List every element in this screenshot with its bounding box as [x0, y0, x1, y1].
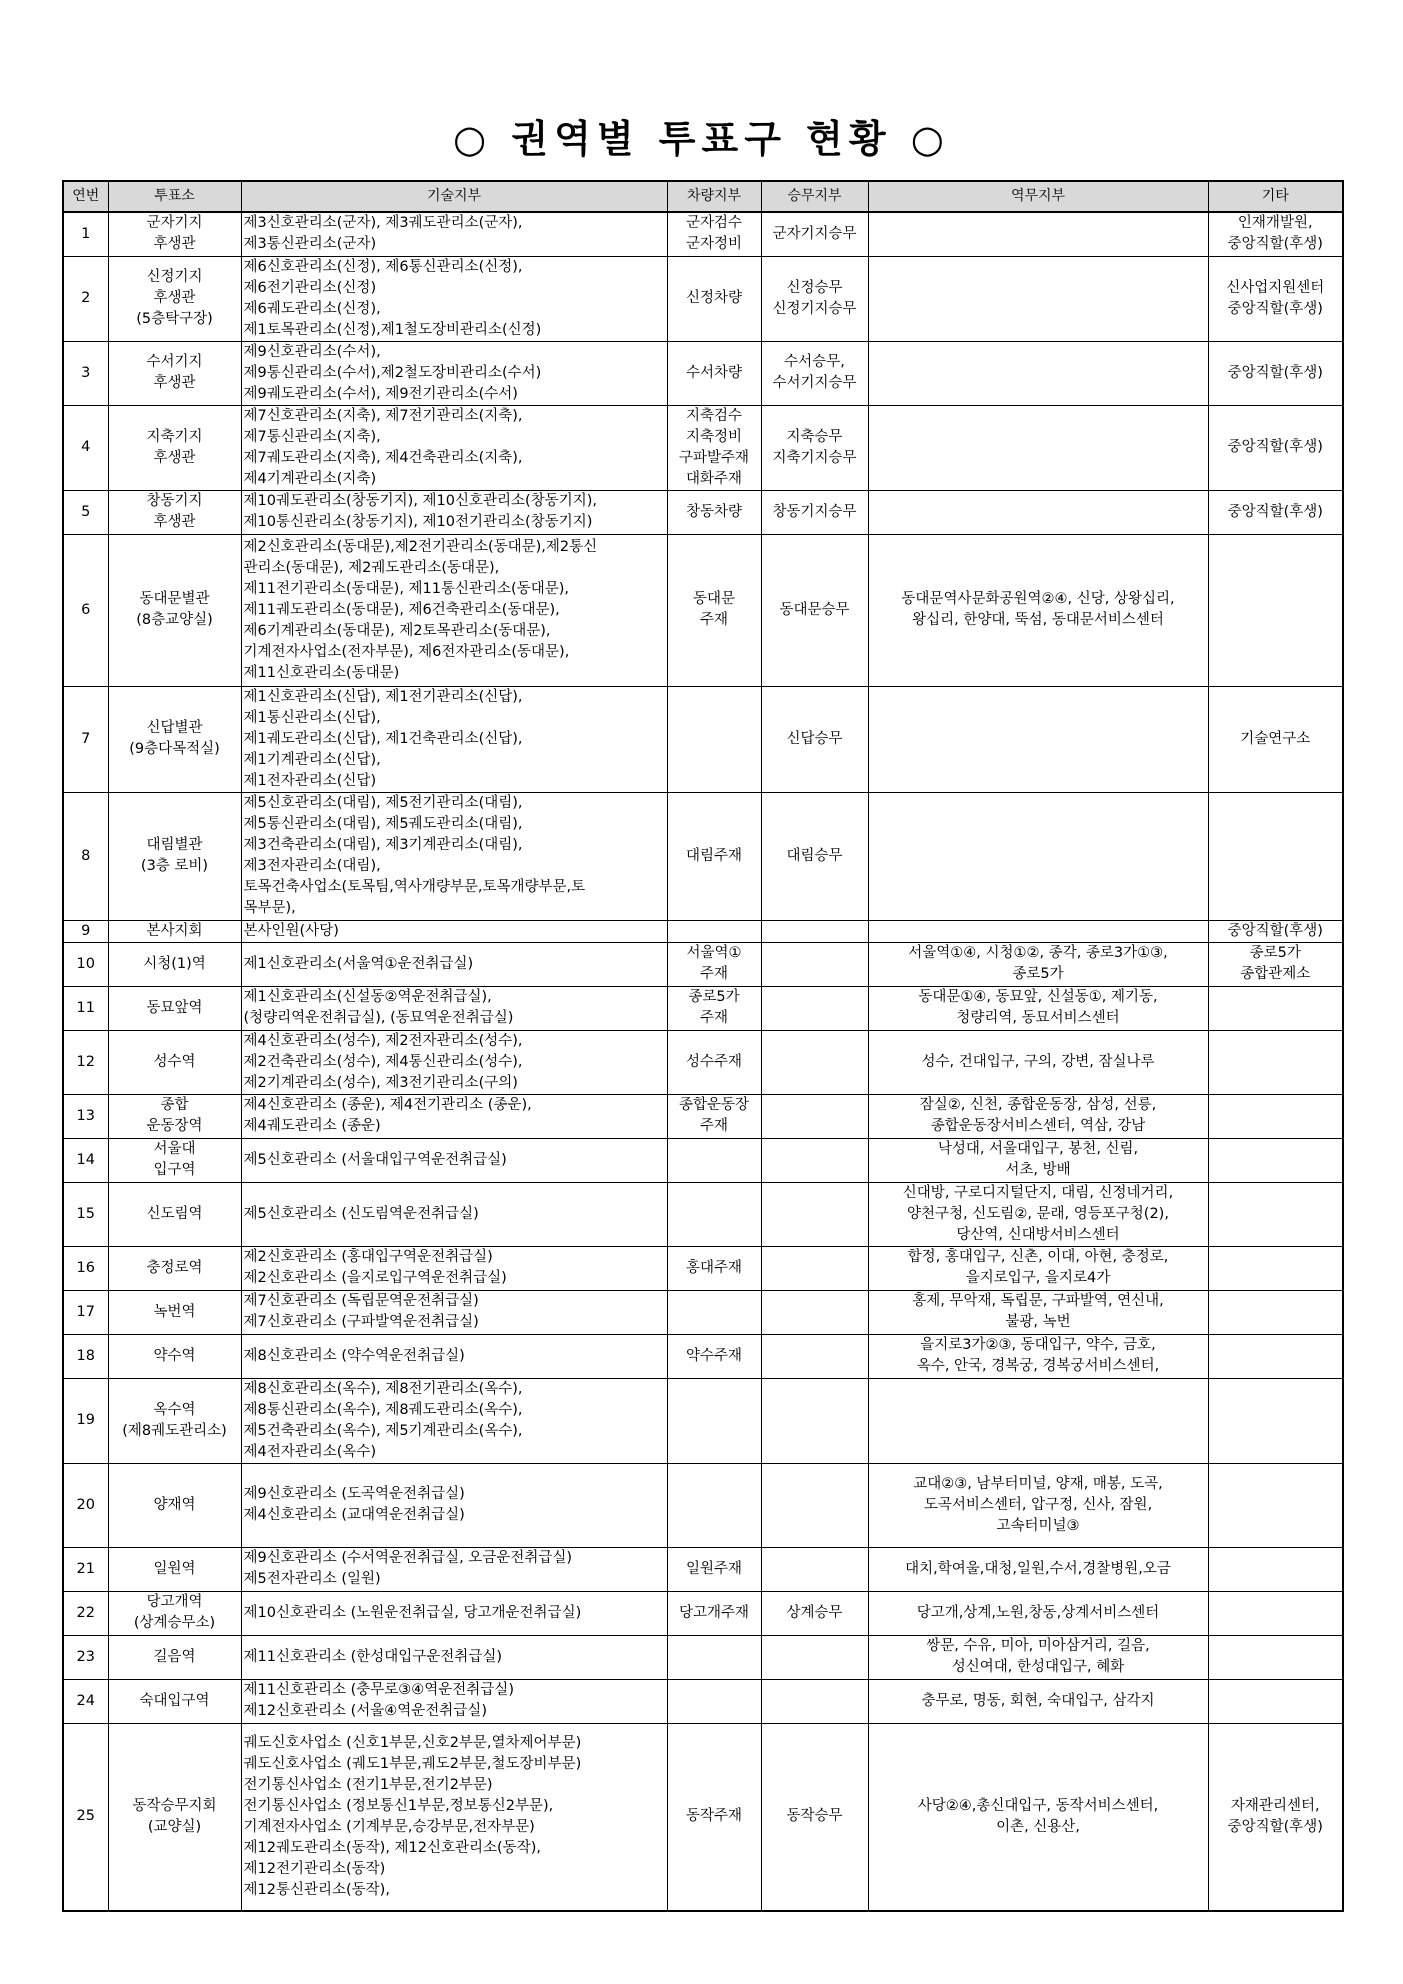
other-branch-cell: 신사업지원센터 중앙직할(후생)	[1208, 256, 1343, 341]
row-number-cell: 5	[63, 490, 108, 534]
row-number-cell: 2	[63, 256, 108, 341]
vehicle-branch-cell	[667, 686, 761, 792]
tech-branch-cell: 제7신호관리소(지축), 제7전기관리소(지축), 제7통신관리소(지축), 제7궤도관리소(지축), 제4건축관리소(지축), 제4기계관리소(지축)	[241, 405, 667, 490]
tech-branch-cell: 제1신호관리소(신답), 제1전기관리소(신답), 제1통신관리소(신답), 제1궤도관리소(신답), 제1건축관리소(신답), 제1기계관리소(신답), 제1전자관리소(신답)	[241, 686, 667, 792]
table-row	[63, 256, 1343, 341]
table-row	[63, 1138, 1343, 1182]
other-branch-cell	[1208, 1290, 1343, 1334]
crew-branch-cell: 군자기지승무	[761, 212, 868, 256]
row-number-cell: 6	[63, 534, 108, 686]
polling-place-cell: 신정기지 후생관 (5층탁구장)	[108, 256, 241, 341]
tech-branch-cell: 제6신호관리소(신정), 제6통신관리소(신정), 제6전기관리소(신정) 제6궤도관리소(신정), 제1토목관리소(신정),제1철도장비관리소(신정)	[241, 256, 667, 341]
vehicle-branch-cell	[667, 1679, 761, 1723]
row-number-cell: 23	[63, 1635, 108, 1679]
station-branch-cell	[868, 341, 1208, 405]
vehicle-branch-cell: 신정차량	[667, 256, 761, 341]
crew-branch-cell	[761, 1547, 868, 1591]
header-place: 투표소	[108, 181, 241, 212]
polling-place-cell: 약수역	[108, 1334, 241, 1378]
station-branch-cell	[868, 405, 1208, 490]
station-branch-cell: 을지로3가②③, 동대입구, 약수, 금호, 옥수, 안국, 경복궁, 경복궁서비스센터,	[868, 1334, 1208, 1378]
table-row	[63, 1635, 1343, 1679]
table-row	[63, 792, 1343, 920]
polling-place-cell: 충정로역	[108, 1246, 241, 1290]
header-vehicle: 차량지부	[667, 181, 761, 212]
crew-branch-cell: 동작승무	[761, 1723, 868, 1911]
vehicle-branch-cell	[667, 1182, 761, 1246]
other-branch-cell: 중앙직할(후생)	[1208, 920, 1343, 942]
station-branch-cell: 잠실②, 신천, 종합운동장, 삼성, 선릉, 종합운동장서비스센터, 역삼, 강남	[868, 1094, 1208, 1138]
vehicle-branch-cell: 군자검수 군자정비	[667, 212, 761, 256]
other-branch-cell	[1208, 1030, 1343, 1094]
crew-branch-cell	[761, 1246, 868, 1290]
other-branch-cell: 인재개발원, 중앙직할(후생)	[1208, 212, 1343, 256]
polling-place-cell: 종합 운동장역	[108, 1094, 241, 1138]
vehicle-branch-cell: 홍대주재	[667, 1246, 761, 1290]
crew-branch-cell	[761, 1138, 868, 1182]
other-branch-cell	[1208, 1246, 1343, 1290]
station-branch-cell: 홍제, 무악재, 독립문, 구파발역, 연신내, 불광, 녹번	[868, 1290, 1208, 1334]
station-branch-cell	[868, 920, 1208, 942]
table-row	[63, 1463, 1343, 1547]
table-row	[63, 1246, 1343, 1290]
crew-branch-cell	[761, 1290, 868, 1334]
station-branch-cell	[868, 1378, 1208, 1463]
polling-place-cell: 일원역	[108, 1547, 241, 1591]
table-row	[63, 1378, 1343, 1463]
row-number-cell: 16	[63, 1246, 108, 1290]
other-branch-cell: 자재관리센터, 중앙직할(후생)	[1208, 1723, 1343, 1911]
crew-branch-cell	[761, 1378, 868, 1463]
tech-branch-cell: 제9신호관리소 (수서역운전취급실, 오금운전취급실) 제5전자관리소 (일원)	[241, 1547, 667, 1591]
polling-place-cell: 동대문별관 (8층교양실)	[108, 534, 241, 686]
vehicle-branch-cell: 성수주재	[667, 1030, 761, 1094]
polling-place-cell: 신답별관 (9층다목적실)	[108, 686, 241, 792]
tech-branch-cell: 제10궤도관리소(창동기지), 제10신호관리소(창동기지), 제10통신관리소(창동기지), 제10전기관리소(창동기지)	[241, 490, 667, 534]
table-row	[63, 1094, 1343, 1138]
table-row	[63, 490, 1343, 534]
crew-branch-cell: 동대문승무	[761, 534, 868, 686]
tech-branch-cell: 제10신호관리소 (노원운전취급실, 당고개운전취급실)	[241, 1591, 667, 1635]
tech-branch-cell: 제1신호관리소(서울역①운전취급실)	[241, 942, 667, 986]
tech-branch-cell: 제1신호관리소(신설동②역운전취급실), (청량리역운전취급실), (동묘역운전취급실)	[241, 986, 667, 1030]
polling-place-cell: 수서기지 후생관	[108, 341, 241, 405]
crew-branch-cell	[761, 1334, 868, 1378]
table-header-row	[63, 181, 1343, 212]
polling-place-cell: 길음역	[108, 1635, 241, 1679]
table-row	[63, 1182, 1343, 1246]
table-row	[63, 1030, 1343, 1094]
row-number-cell: 24	[63, 1679, 108, 1723]
vehicle-branch-cell: 종합운동장 주재	[667, 1094, 761, 1138]
tech-branch-cell: 궤도신호사업소 (신호1부문,신호2부문,열차제어부문) 궤도신호사업소 (궤도1부문,궤도2부문,철도장비부문) 전기통신사업소 (전기1부문,전기2부문) 전기통신사업소 (정보통신1부문,정보통신2부문), 기계전자사업소 (기계부문,승강부문,전자부문) 제12궤도관리소(동작), 제12신호관리소(동작), 제12전기관리소(동작) 제12통신관리소(동작),	[241, 1723, 667, 1911]
polling-place-cell: 양재역	[108, 1463, 241, 1547]
other-branch-cell	[1208, 1679, 1343, 1723]
other-branch-cell	[1208, 1334, 1343, 1378]
other-branch-cell: 중앙직할(후생)	[1208, 341, 1343, 405]
row-number-cell: 11	[63, 986, 108, 1030]
polling-place-cell: 동작승무지회 (교양실)	[108, 1723, 241, 1911]
polling-place-cell: 성수역	[108, 1030, 241, 1094]
vehicle-branch-cell: 당고개주재	[667, 1591, 761, 1635]
crew-branch-cell: 상계승무	[761, 1591, 868, 1635]
other-branch-cell	[1208, 534, 1343, 686]
row-number-cell: 15	[63, 1182, 108, 1246]
station-branch-cell: 신대방, 구로디지털단지, 대림, 신정네거리, 양천구청, 신도림②, 문래, 영등포구청(2), 당산역, 신대방서비스센터	[868, 1182, 1208, 1246]
header-station: 역무지부	[868, 181, 1208, 212]
crew-branch-cell: 대림승무	[761, 792, 868, 920]
vehicle-branch-cell	[667, 1635, 761, 1679]
station-branch-cell: 낙성대, 서울대입구, 봉천, 신림, 서초, 방배	[868, 1138, 1208, 1182]
other-branch-cell	[1208, 1547, 1343, 1591]
table-row	[63, 1679, 1343, 1723]
vehicle-branch-cell: 종로5가 주재	[667, 986, 761, 1030]
table-row	[63, 986, 1343, 1030]
crew-branch-cell	[761, 942, 868, 986]
row-number-cell: 19	[63, 1378, 108, 1463]
vehicle-branch-cell	[667, 1463, 761, 1547]
row-number-cell: 21	[63, 1547, 108, 1591]
vehicle-branch-cell: 수서차량	[667, 341, 761, 405]
tech-branch-cell: 제8신호관리소 (약수역운전취급실)	[241, 1334, 667, 1378]
table-row	[63, 1290, 1343, 1334]
station-branch-cell: 사당②④,총신대입구, 동작서비스센터, 이촌, 신용산,	[868, 1723, 1208, 1911]
header-no: 연번	[63, 181, 108, 212]
row-number-cell: 10	[63, 942, 108, 986]
crew-branch-cell	[761, 920, 868, 942]
other-branch-cell	[1208, 1635, 1343, 1679]
other-branch-cell	[1208, 1378, 1343, 1463]
polling-place-cell: 창동기지 후생관	[108, 490, 241, 534]
vehicle-branch-cell: 창동차량	[667, 490, 761, 534]
crew-branch-cell	[761, 986, 868, 1030]
row-number-cell: 17	[63, 1290, 108, 1334]
station-branch-cell	[868, 212, 1208, 256]
vehicle-branch-cell	[667, 1290, 761, 1334]
vehicle-branch-cell: 동작주재	[667, 1723, 761, 1911]
row-number-cell: 8	[63, 792, 108, 920]
polling-place-cell: 녹번역	[108, 1290, 241, 1334]
table-row	[63, 942, 1343, 986]
tech-branch-cell: 제2신호관리소(동대문),제2전기관리소(동대문),제2통신 관리소(동대문), 제2궤도관리소(동대문), 제11전기관리소(동대문), 제11통신관리소(동대문), 제11궤도관리소(동대문), 제6건축관리소(동대문), 제6기계관리소(동대문), 제2토목관리소(동대문), 기계전자사업소(전자부문), 제6전자관리소(동대문), 제11신호관리소(동대문)	[241, 534, 667, 686]
polling-place-cell: 대림별관 (3층 로비)	[108, 792, 241, 920]
header-crew: 승무지부	[761, 181, 868, 212]
other-branch-cell: 중앙직할(후생)	[1208, 490, 1343, 534]
polling-place-cell: 신도림역	[108, 1182, 241, 1246]
station-branch-cell: 합정, 홍대입구, 신촌, 이대, 아현, 충정로, 을지로입구, 을지로4가	[868, 1246, 1208, 1290]
row-number-cell: 20	[63, 1463, 108, 1547]
tech-branch-cell: 제8신호관리소(옥수), 제8전기관리소(옥수), 제8통신관리소(옥수), 제8궤도관리소(옥수), 제5건축관리소(옥수), 제5기계관리소(옥수), 제4전자관리소(옥수)	[241, 1378, 667, 1463]
row-number-cell: 13	[63, 1094, 108, 1138]
tech-branch-cell: 제3신호관리소(군자), 제3궤도관리소(군자), 제3통신관리소(군자)	[241, 212, 667, 256]
crew-branch-cell: 신정승무 신정기지승무	[761, 256, 868, 341]
crew-branch-cell: 신답승무	[761, 686, 868, 792]
station-branch-cell: 성수, 건대입구, 구의, 강변, 잠실나루	[868, 1030, 1208, 1094]
station-branch-cell	[868, 490, 1208, 534]
tech-branch-cell: 제11신호관리소 (충무로③④역운전취급실) 제12신호관리소 (서울④역운전취급실)	[241, 1679, 667, 1723]
tech-branch-cell: 제2신호관리소 (홍대입구역운전취급실) 제2신호관리소 (을지로입구역운전취급실)	[241, 1246, 667, 1290]
row-number-cell: 4	[63, 405, 108, 490]
table-row	[63, 1547, 1343, 1591]
other-branch-cell	[1208, 986, 1343, 1030]
tech-branch-cell: 제5신호관리소 (서울대입구역운전취급실)	[241, 1138, 667, 1182]
vehicle-branch-cell: 동대문 주재	[667, 534, 761, 686]
polling-place-cell: 당고개역 (상계승무소)	[108, 1591, 241, 1635]
station-branch-cell	[868, 256, 1208, 341]
station-branch-cell: 동대문①④, 동묘앞, 신설동①, 제기동, 청량리역, 동묘서비스센터	[868, 986, 1208, 1030]
station-branch-cell: 당고개,상계,노원,창동,상계서비스센터	[868, 1591, 1208, 1635]
header-etc: 기타	[1208, 181, 1343, 212]
polling-place-cell: 군자기지 후생관	[108, 212, 241, 256]
station-branch-cell: 충무로, 명동, 회현, 숙대입구, 삼각지	[868, 1679, 1208, 1723]
station-branch-cell: 서울역①④, 시청①②, 종각, 종로3가①③, 종로5가	[868, 942, 1208, 986]
vehicle-branch-cell	[667, 1138, 761, 1182]
table-row	[63, 341, 1343, 405]
table-row	[63, 212, 1343, 256]
row-number-cell: 22	[63, 1591, 108, 1635]
crew-branch-cell: 수서승무, 수서기지승무	[761, 341, 868, 405]
row-number-cell: 14	[63, 1138, 108, 1182]
tech-branch-cell: 제4신호관리소(성수), 제2전자관리소(성수), 제2건축관리소(성수), 제4통신관리소(성수), 제2기계관리소(성수), 제3전기관리소(구의)	[241, 1030, 667, 1094]
row-number-cell: 12	[63, 1030, 108, 1094]
station-branch-cell: 동대문역사문화공원역②④, 신당, 상왕십리, 왕십리, 한양대, 뚝섬, 동대문서비스센터	[868, 534, 1208, 686]
polling-place-cell: 본사지회	[108, 920, 241, 942]
page-title: ○ 권역별 투표구 현황 ○	[453, 117, 950, 161]
crew-branch-cell	[761, 1635, 868, 1679]
polling-place-cell: 시청(1)역	[108, 942, 241, 986]
crew-branch-cell	[761, 1030, 868, 1094]
crew-branch-cell: 지축승무 지축기지승무	[761, 405, 868, 490]
station-branch-cell: 교대②③, 남부터미널, 양재, 매봉, 도곡, 도곡서비스센터, 압구정, 신사, 잠원, 고속터미널③	[868, 1463, 1208, 1547]
other-branch-cell	[1208, 1094, 1343, 1138]
vehicle-branch-cell: 대림주재	[667, 792, 761, 920]
other-branch-cell	[1208, 1463, 1343, 1547]
tech-branch-cell: 제5신호관리소 (신도림역운전취급실)	[241, 1182, 667, 1246]
vehicle-branch-cell	[667, 1378, 761, 1463]
station-branch-cell: 쌍문, 수유, 미아, 미아삼거리, 길음, 성신여대, 한성대입구, 혜화	[868, 1635, 1208, 1679]
crew-branch-cell	[761, 1094, 868, 1138]
crew-branch-cell	[761, 1463, 868, 1547]
polling-station-table	[62, 180, 1344, 1912]
row-number-cell: 25	[63, 1723, 108, 1911]
table-row	[63, 686, 1343, 792]
tech-branch-cell: 제9신호관리소 (도곡역운전취급실) 제4신호관리소 (교대역운전취급실)	[241, 1463, 667, 1547]
row-number-cell: 3	[63, 341, 108, 405]
row-number-cell: 1	[63, 212, 108, 256]
tech-branch-cell: 제9신호관리소(수서), 제9통신관리소(수서),제2철도장비관리소(수서) 제9궤도관리소(수서), 제9전기관리소(수서)	[241, 341, 667, 405]
other-branch-cell: 기술연구소	[1208, 686, 1343, 792]
tech-branch-cell: 제11신호관리소 (한성대입구운전취급실)	[241, 1635, 667, 1679]
station-branch-cell	[868, 792, 1208, 920]
other-branch-cell: 종로5가 종합관제소	[1208, 942, 1343, 986]
crew-branch-cell	[761, 1182, 868, 1246]
other-branch-cell	[1208, 1182, 1343, 1246]
polling-place-cell: 옥수역 (제8궤도관리소)	[108, 1378, 241, 1463]
vehicle-branch-cell	[667, 920, 761, 942]
polling-place-cell: 동묘앞역	[108, 986, 241, 1030]
vehicle-branch-cell: 일원주재	[667, 1547, 761, 1591]
table-row	[63, 1334, 1343, 1378]
tech-branch-cell: 제4신호관리소 (종운), 제4전기관리소 (종운), 제4궤도관리소 (종운)	[241, 1094, 667, 1138]
tech-branch-cell: 제7신호관리소 (독립문역운전취급실) 제7신호관리소 (구파발역운전취급실)	[241, 1290, 667, 1334]
station-branch-cell: 대치,학여울,대청,일원,수서,경찰병원,오금	[868, 1547, 1208, 1591]
table-row	[63, 1723, 1343, 1911]
row-number-cell: 18	[63, 1334, 108, 1378]
table-row	[63, 1591, 1343, 1635]
other-branch-cell	[1208, 1591, 1343, 1635]
polling-place-cell: 숙대입구역	[108, 1679, 241, 1723]
table-row	[63, 534, 1343, 686]
row-number-cell: 7	[63, 686, 108, 792]
crew-branch-cell	[761, 1679, 868, 1723]
station-branch-cell	[868, 686, 1208, 792]
polling-place-cell: 지축기지 후생관	[108, 405, 241, 490]
table-row	[63, 405, 1343, 490]
other-branch-cell: 중앙직할(후생)	[1208, 405, 1343, 490]
row-number-cell: 9	[63, 920, 108, 942]
other-branch-cell	[1208, 1138, 1343, 1182]
tech-branch-cell: 본사인원(사당)	[241, 920, 667, 942]
vehicle-branch-cell: 지축검수 지축정비 구파발주재 대화주재	[667, 405, 761, 490]
header-tech: 기술지부	[241, 181, 667, 212]
table-row	[63, 920, 1343, 942]
crew-branch-cell: 창동기지승무	[761, 490, 868, 534]
vehicle-branch-cell: 약수주재	[667, 1334, 761, 1378]
polling-place-cell: 서울대 입구역	[108, 1138, 241, 1182]
vehicle-branch-cell: 서울역① 주재	[667, 942, 761, 986]
other-branch-cell	[1208, 792, 1343, 920]
tech-branch-cell: 제5신호관리소(대림), 제5전기관리소(대림), 제5통신관리소(대림), 제5궤도관리소(대림), 제3건축관리소(대림), 제3기계관리소(대림), 제3전자관리소(대림), 토목건축사업소(토목팀,역사개량부문,토목개량부문,토 목부문),	[241, 792, 667, 920]
